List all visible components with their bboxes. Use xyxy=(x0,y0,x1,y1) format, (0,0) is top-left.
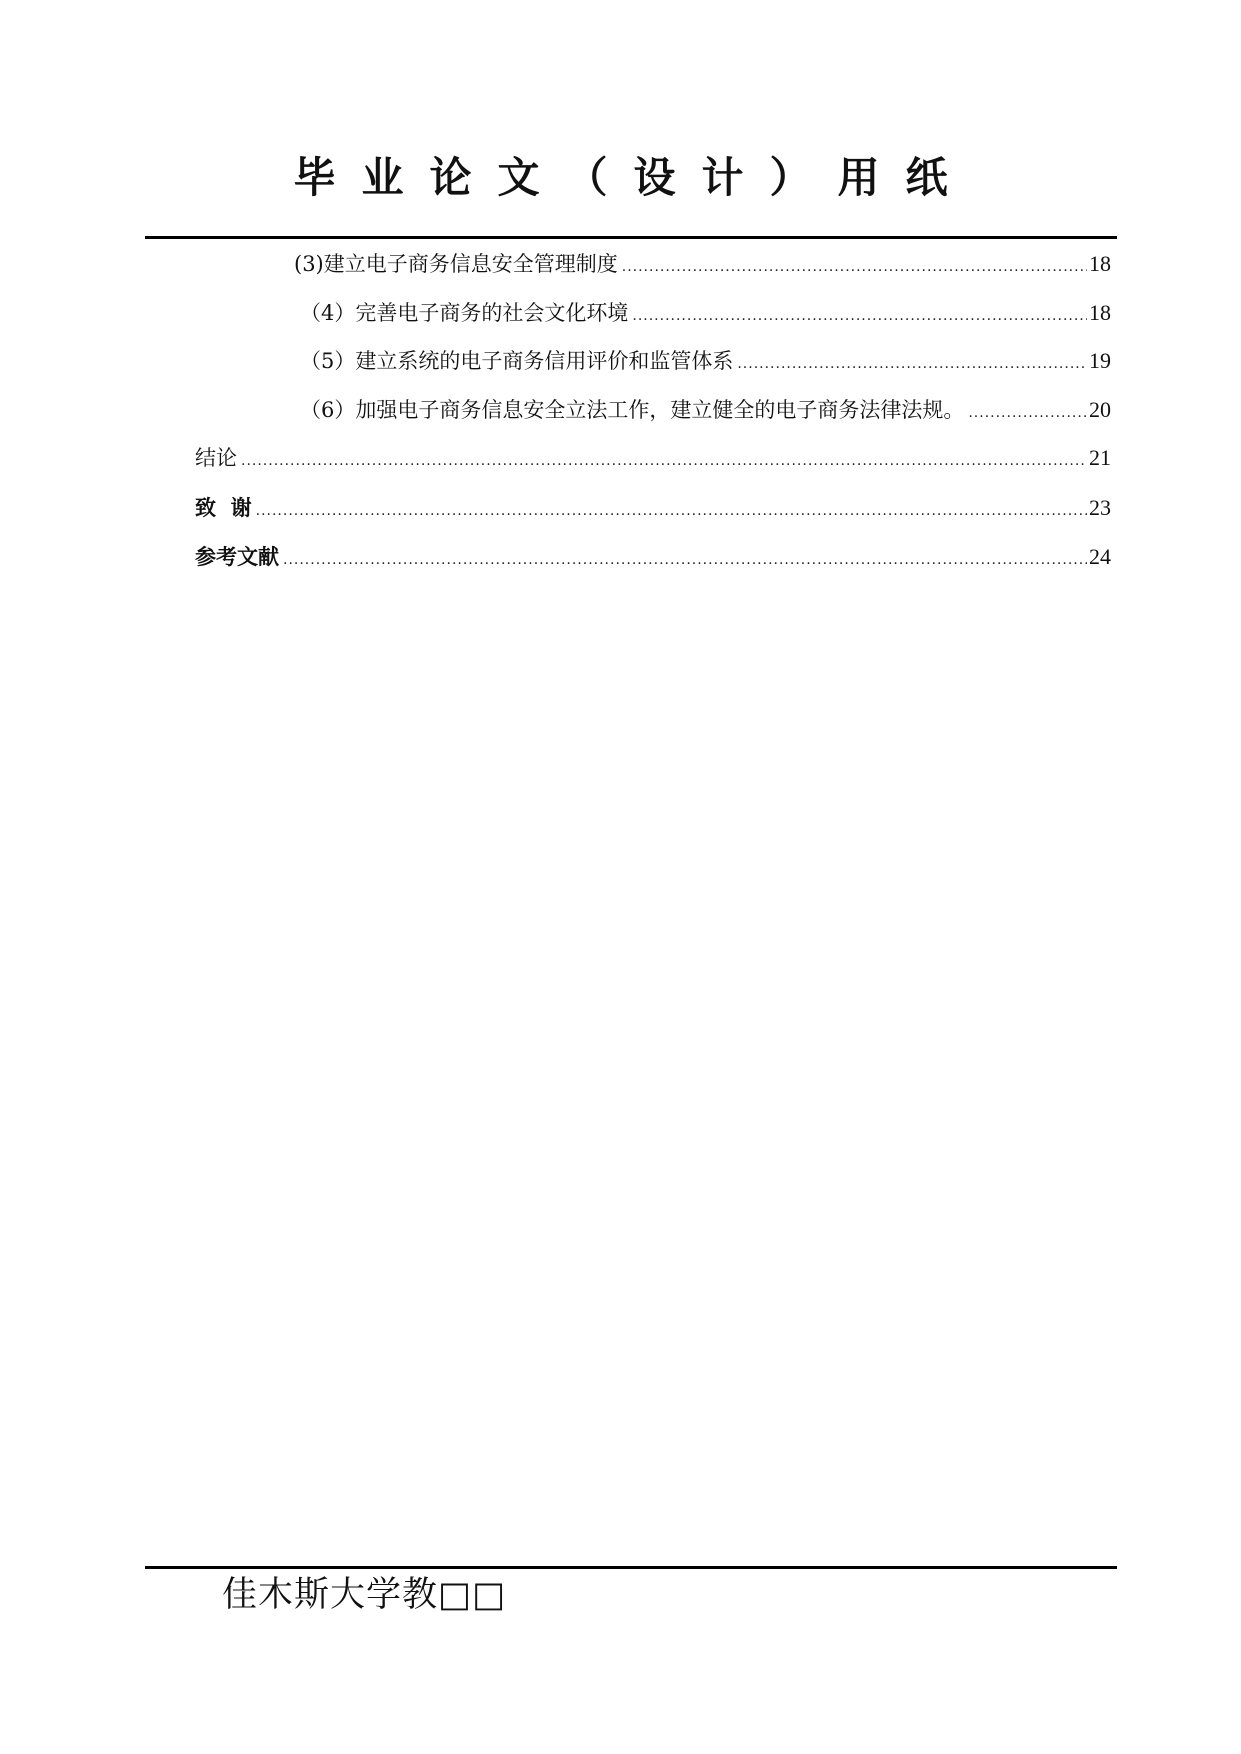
toc-leader-dots xyxy=(283,540,1087,580)
toc-leader-dots xyxy=(737,344,1087,384)
toc-page-number: 20 xyxy=(1089,397,1111,422)
header-rule xyxy=(145,236,1117,239)
toc-entry-label: 参考文献 xyxy=(195,545,279,569)
toc-entry-label: 结论 xyxy=(195,446,237,470)
toc-entry-legislation[interactable] xyxy=(300,390,1111,430)
toc-entry-credit-evaluation[interactable] xyxy=(300,341,1111,381)
page-footer-text: 佳木斯大学教□□ xyxy=(222,1575,507,1615)
toc-page-number: 23 xyxy=(1089,495,1111,520)
toc-entry-references[interactable] xyxy=(195,537,1111,577)
toc-page-number: 24 xyxy=(1089,544,1111,569)
toc-page-number: 18 xyxy=(1089,300,1111,325)
toc-page-number: 19 xyxy=(1089,348,1111,373)
toc-leader-dots xyxy=(241,441,1087,481)
toc-entry-label: 致 谢 xyxy=(195,496,252,520)
toc-entry-label: (3)建立电子商务信息安全管理制度 xyxy=(294,252,618,276)
toc-entry-label: （6）加强电子商务信息安全立法工作，建立健全的电子商务法律法规。 xyxy=(300,398,965,422)
page-header-title: 毕业论文（设计）用纸 xyxy=(293,153,974,202)
toc-leader-dots xyxy=(632,296,1087,336)
toc-leader-dots xyxy=(622,247,1087,287)
toc-leader-dots xyxy=(256,491,1087,531)
footer-rule xyxy=(145,1566,1117,1569)
toc-entry-social-culture[interactable] xyxy=(300,293,1111,333)
toc-leader-dots xyxy=(968,393,1087,433)
toc-page-number: 18 xyxy=(1089,251,1111,276)
toc-page-number: 21 xyxy=(1089,445,1111,470)
toc-entry-conclusion[interactable] xyxy=(195,438,1111,478)
toc-entry-label: （5）建立系统的电子商务信用评价和监管体系 xyxy=(300,349,734,373)
toc-entry-security-management[interactable] xyxy=(294,244,1111,284)
toc-entry-acknowledgements[interactable] xyxy=(195,488,1111,528)
toc-entry-label: （4）完善电子商务的社会文化环境 xyxy=(300,301,629,325)
